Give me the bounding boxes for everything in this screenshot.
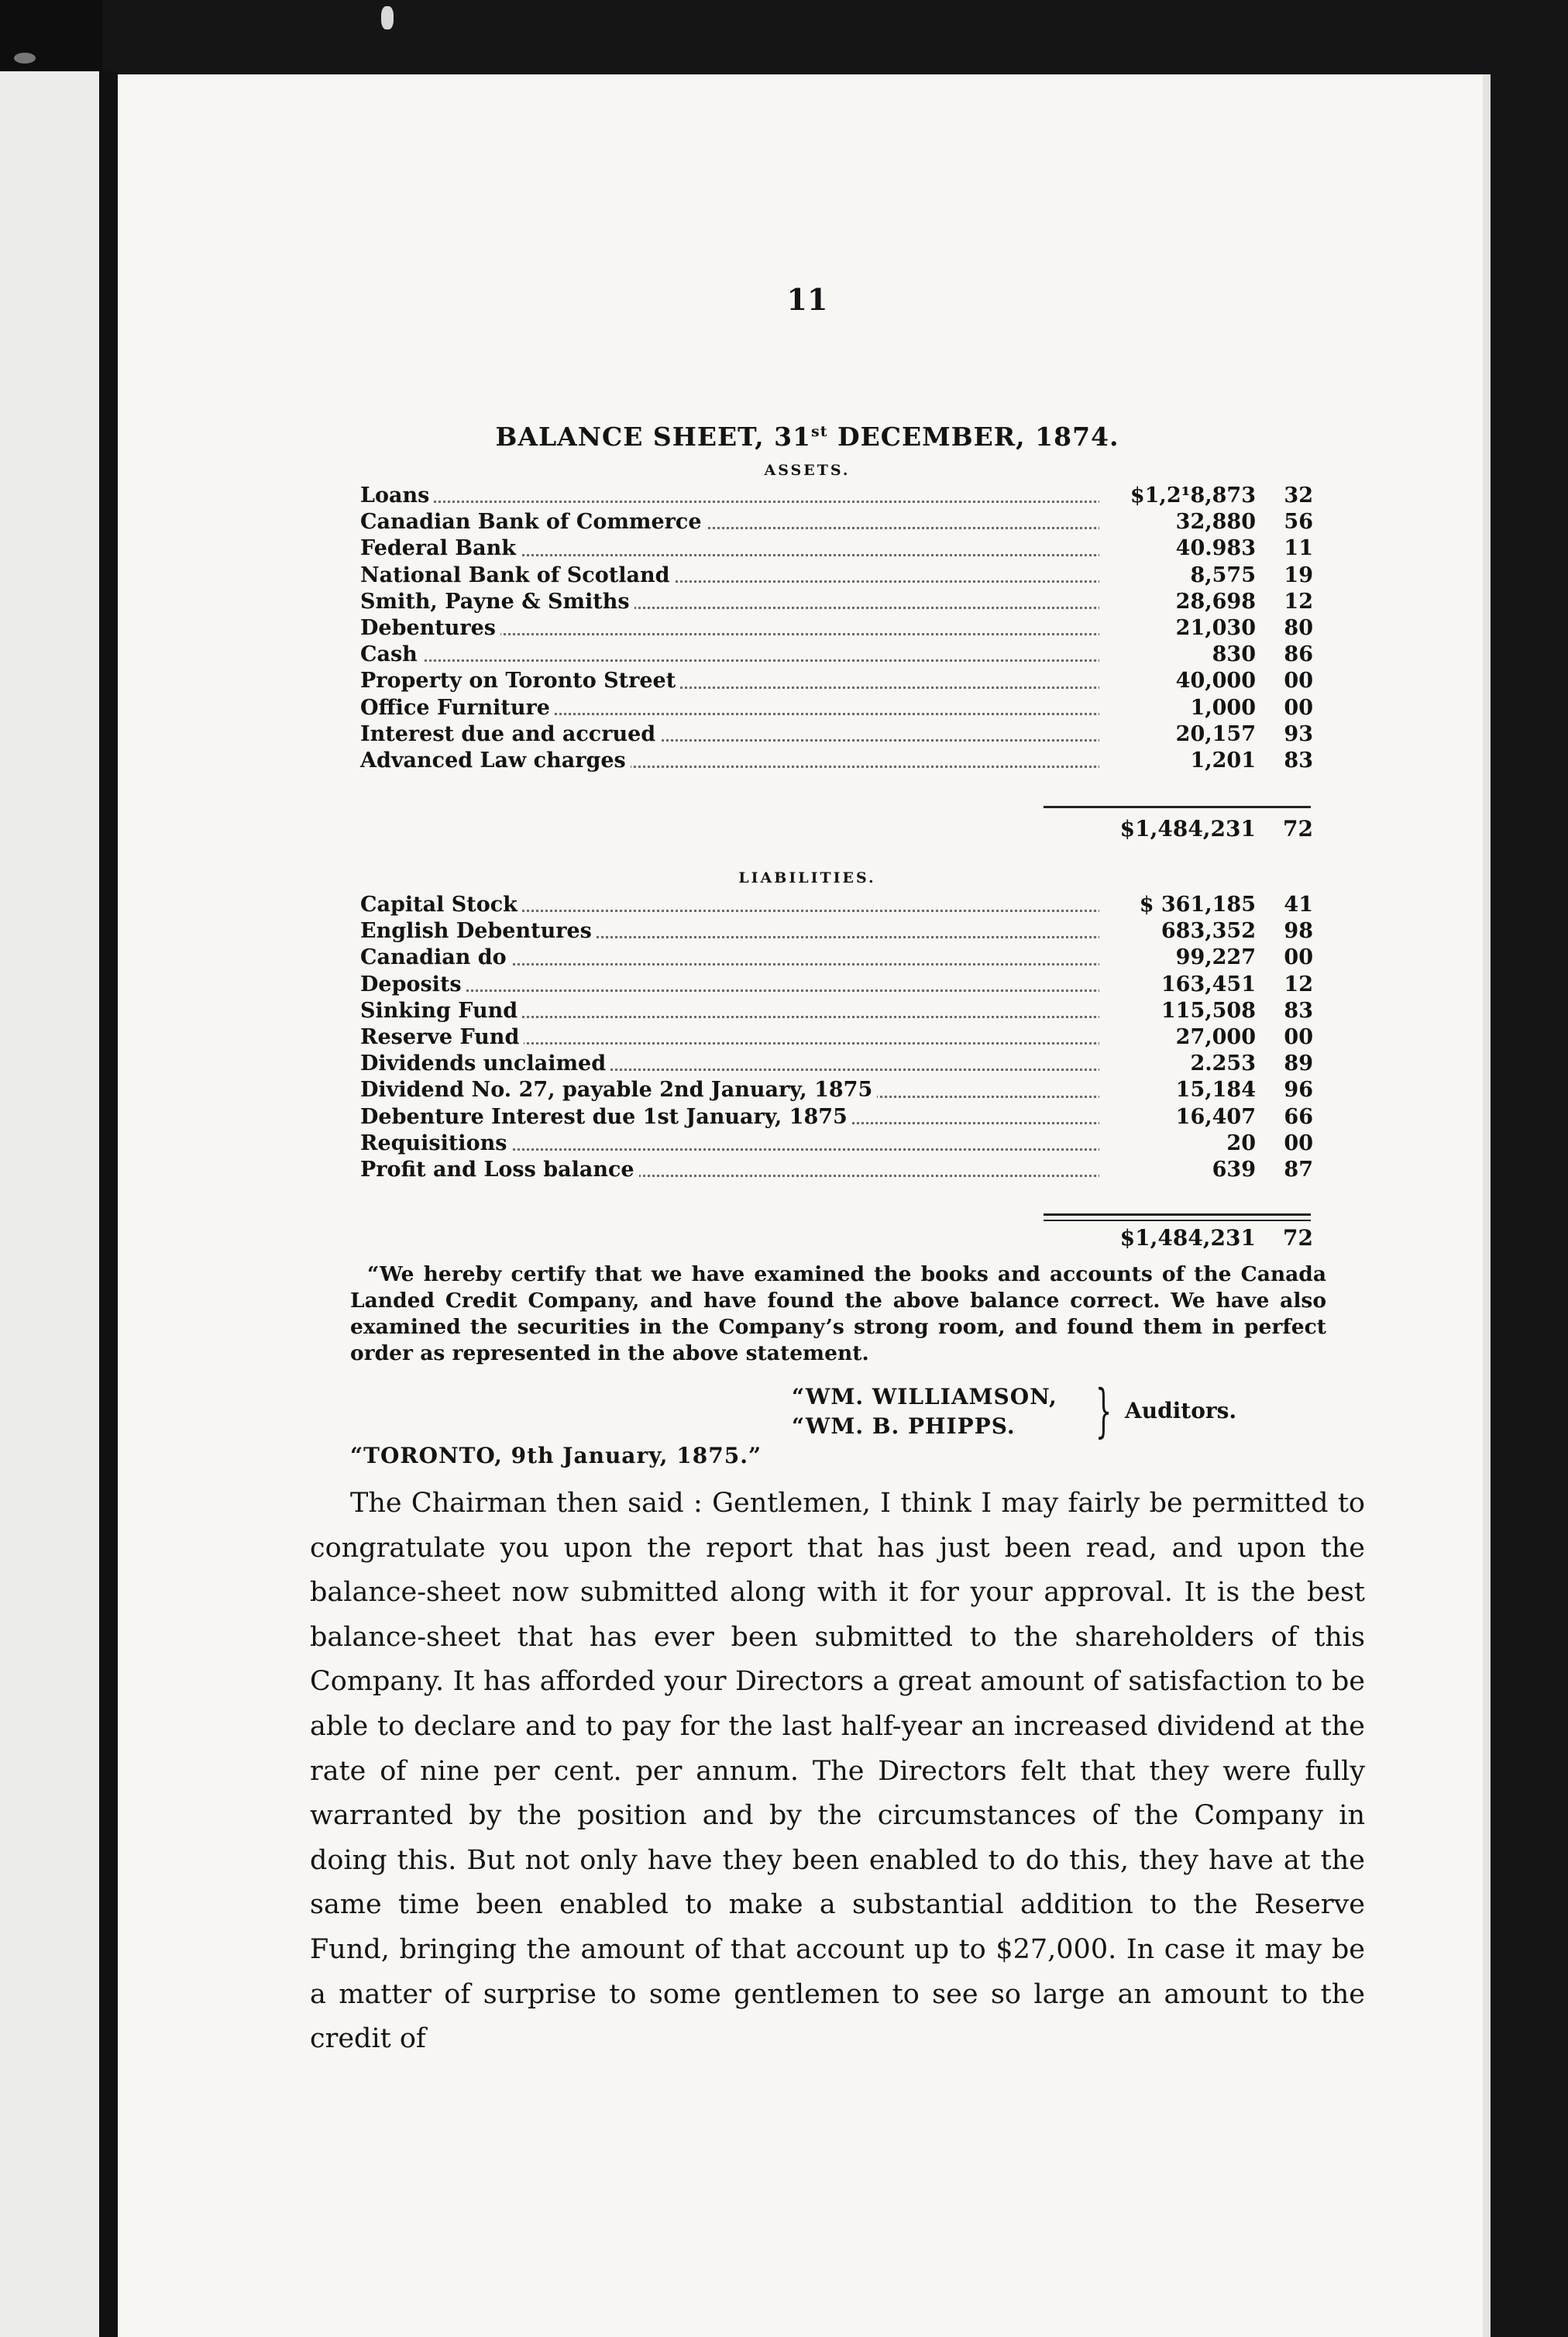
- document-page: [118, 74, 1491, 2337]
- assets-row-dollars: 20,157: [1099, 721, 1256, 748]
- assets-row: [360, 615, 1313, 642]
- assets-row-cents: 80: [1284, 615, 1313, 640]
- dateline: “TORONTO, 9th January, 1875.”: [350, 1443, 762, 1468]
- brace-glyph: }: [1095, 1378, 1112, 1444]
- assets-row-cents: 00: [1284, 695, 1313, 720]
- liabilities-row-dollars: $ 361,185: [1099, 892, 1256, 918]
- liabilities-row-dollars: 683,352: [1099, 918, 1256, 945]
- liabilities-row: [360, 1104, 1313, 1131]
- assets-row-label: Property on Toronto Street: [360, 668, 680, 694]
- signer-phipps: “WM. B. PHIPPS.: [792, 1413, 1016, 1439]
- liabilities-row-cents: 83: [1284, 998, 1313, 1023]
- liabilities-row: [360, 972, 1313, 998]
- assets-row-dollars: 1,201: [1099, 748, 1256, 774]
- assets-row-cents: 19: [1284, 563, 1313, 587]
- assets-row-label: Office Furniture: [360, 695, 555, 721]
- assets-row: [360, 483, 1313, 509]
- assets-heading: ASSETS.: [764, 462, 851, 479]
- liabilities-row-label: Dividend No. 27, payable 2nd January, 1875: [360, 1077, 877, 1103]
- assets-total-rule: [1044, 806, 1311, 808]
- liabilities-row-dollars: 15,184: [1099, 1077, 1256, 1103]
- liabilities-row-dollars: 2.253: [1099, 1051, 1256, 1077]
- liabilities-row: [360, 1157, 1313, 1183]
- assets-row-cents: 83: [1284, 748, 1313, 773]
- page-title: [350, 422, 1264, 452]
- assets-row-dollars: 28,698: [1099, 589, 1256, 615]
- assets-row-label: Canadian Bank of Commerce: [360, 509, 707, 535]
- assets-row-label: Advanced Law charges: [360, 748, 631, 774]
- auditors-label: Auditors.: [1125, 1398, 1237, 1423]
- assets-table: [360, 483, 1313, 774]
- title-ordinal: st: [811, 423, 828, 440]
- previous-page-edge: [0, 71, 99, 2337]
- assets-row-label: Smith, Payne & Smiths: [360, 589, 634, 615]
- liabilities-row: [360, 998, 1313, 1024]
- page-number: 11: [786, 282, 828, 317]
- leader-dots: [360, 659, 1106, 662]
- liabilities-row: [360, 892, 1313, 918]
- auditors-certificate: [350, 1261, 1326, 1367]
- assets-row-dollars: 40.983: [1099, 535, 1256, 562]
- liabilities-row: [360, 945, 1313, 971]
- scan-speck: [381, 6, 394, 29]
- assets-row-dollars: 1,000: [1099, 695, 1256, 721]
- liabilities-total-rule: [1044, 1213, 1311, 1221]
- assets-row: [360, 721, 1313, 748]
- assets-total-dollars: $1,484,231: [1119, 816, 1256, 842]
- assets-row-cents: 00: [1284, 669, 1313, 694]
- liabilities-row-label: Reserve Fund: [360, 1024, 524, 1051]
- liabilities-row: [360, 1131, 1313, 1157]
- liabilities-row-dollars: 27,000: [1099, 1024, 1256, 1051]
- assets-row: [360, 668, 1313, 694]
- liabilities-row-cents: 00: [1284, 945, 1313, 970]
- assets-row-label: Cash: [360, 642, 422, 668]
- leader-dots: [360, 501, 1106, 503]
- liabilities-row-dollars: 163,451: [1099, 972, 1256, 998]
- assets-total-cents: 72: [1283, 816, 1313, 842]
- liabilities-row-label: Debenture Interest due 1st January, 1875: [360, 1104, 852, 1131]
- assets-row-cents: 32: [1284, 484, 1313, 508]
- liabilities-row-cents: 66: [1284, 1104, 1313, 1129]
- assets-row-dollars: 21,030: [1099, 615, 1256, 642]
- liabilities-row: [360, 918, 1313, 945]
- liabilities-row-dollars: 639: [1099, 1157, 1256, 1183]
- liabilities-row: [360, 1077, 1313, 1103]
- liabilities-row-label: Dividends unclaimed: [360, 1051, 610, 1077]
- assets-row-cents: 11: [1284, 536, 1313, 561]
- assets-row: [360, 509, 1313, 535]
- liabilities-row-cents: 00: [1284, 1131, 1313, 1155]
- assets-row-label: Interest due and accrued: [360, 721, 660, 748]
- liabilities-row-dollars: 99,227: [1099, 945, 1256, 971]
- liabilities-row-label: Requisitions: [360, 1131, 511, 1157]
- assets-row-label: Loans: [360, 483, 434, 509]
- assets-row: [360, 748, 1313, 774]
- scan-speck: [14, 53, 36, 64]
- speech-paragraph: The Chairman then said : Gentlemen, I think I may fairly be permitted to congratulate you upon the report that has just been read, and upon the balance-sheet now submitted along with it for your approval. It is the best balance-sheet that has ever been submitted to the shareholders of this Company. It has afforded your Directors a great amount of satisfaction to be able to declare and to pay for the last half-year an increased dividend at the rate of nine per cent. per annum. The Directors felt that they were fully warranted by the position and by the circumstances of the Company in doing this. But not only have they been enabled to do this, they have at the same time been enabled to make a substantial addition to the Reserve Fund, bringing the amount of that account up to $27,000. In case it may be a matter of surprise to some gentlemen to see so large an amount to the credit of: [310, 1488, 1365, 2055]
- assets-row-cents: 93: [1284, 721, 1313, 746]
- assets-row: [360, 695, 1313, 721]
- signer-williamson: “WM. WILLIAMSON,: [792, 1384, 1057, 1409]
- liabilities-row-label: Deposits: [360, 972, 466, 998]
- liabilities-row-label: Canadian do: [360, 945, 511, 971]
- assets-row-dollars: 8,575: [1099, 563, 1256, 589]
- title-text: BALANCE SHEET, 31: [495, 422, 812, 452]
- liabilities-row-cents: 12: [1284, 972, 1313, 996]
- liabilities-total-dollars: $1,484,231: [1119, 1225, 1256, 1251]
- title-text-rest: DECEMBER, 1874.: [827, 422, 1119, 452]
- certificate-text: “We hereby certify that we have examined the books and accounts of the Canada Landed Credit Company, and have found the above balance correct. We have also examined the securities in the Company’s strong room, and found them in perfect order as represented in the above statement.: [350, 1262, 1326, 1365]
- liabilities-row-dollars: 16,407: [1099, 1104, 1256, 1131]
- assets-row-cents: 12: [1284, 589, 1313, 614]
- assets-row: [360, 535, 1313, 562]
- assets-row-label: Debentures: [360, 615, 500, 642]
- assets-row-dollars: 40,000: [1099, 668, 1256, 694]
- assets-row: [360, 642, 1313, 668]
- liabilities-row-dollars: 115,508: [1099, 998, 1256, 1024]
- liabilities-total-cents: 72: [1283, 1225, 1313, 1251]
- liabilities-row-label: Capital Stock: [360, 892, 522, 918]
- chairman-speech: [310, 1482, 1365, 2062]
- book-spine: [101, 71, 118, 2337]
- assets-row: [360, 563, 1313, 589]
- liabilities-row: [360, 1024, 1313, 1051]
- leader-dots: [360, 990, 1106, 992]
- liabilities-row-cents: 87: [1284, 1157, 1313, 1182]
- assets-row-label: Federal Bank: [360, 535, 521, 562]
- liabilities-table: [360, 892, 1313, 1183]
- liabilities-heading: LIABILITIES.: [738, 869, 876, 886]
- assets-row-dollars: 830: [1099, 642, 1256, 668]
- assets-row: [360, 589, 1313, 615]
- assets-row-dollars: $1,2¹8,873: [1099, 483, 1256, 509]
- liabilities-row-cents: 98: [1284, 919, 1313, 944]
- assets-row-label: National Bank of Scotland: [360, 563, 674, 589]
- liabilities-row-cents: 41: [1284, 893, 1313, 917]
- liabilities-row-label: English Debentures: [360, 918, 597, 945]
- assets-row-cents: 56: [1284, 510, 1313, 535]
- liabilities-row-cents: 00: [1284, 1024, 1313, 1049]
- liabilities-row-cents: 96: [1284, 1078, 1313, 1103]
- liabilities-row-label: Sinking Fund: [360, 998, 522, 1024]
- liabilities-row-cents: 89: [1284, 1051, 1313, 1076]
- liabilities-row: [360, 1051, 1313, 1077]
- assets-row-dollars: 32,880: [1099, 509, 1256, 535]
- assets-row-cents: 86: [1284, 642, 1313, 667]
- page-edge-shadow: [1483, 74, 1491, 2337]
- liabilities-row-label: Profit and Loss balance: [360, 1157, 639, 1183]
- liabilities-row-dollars: 20: [1099, 1131, 1256, 1157]
